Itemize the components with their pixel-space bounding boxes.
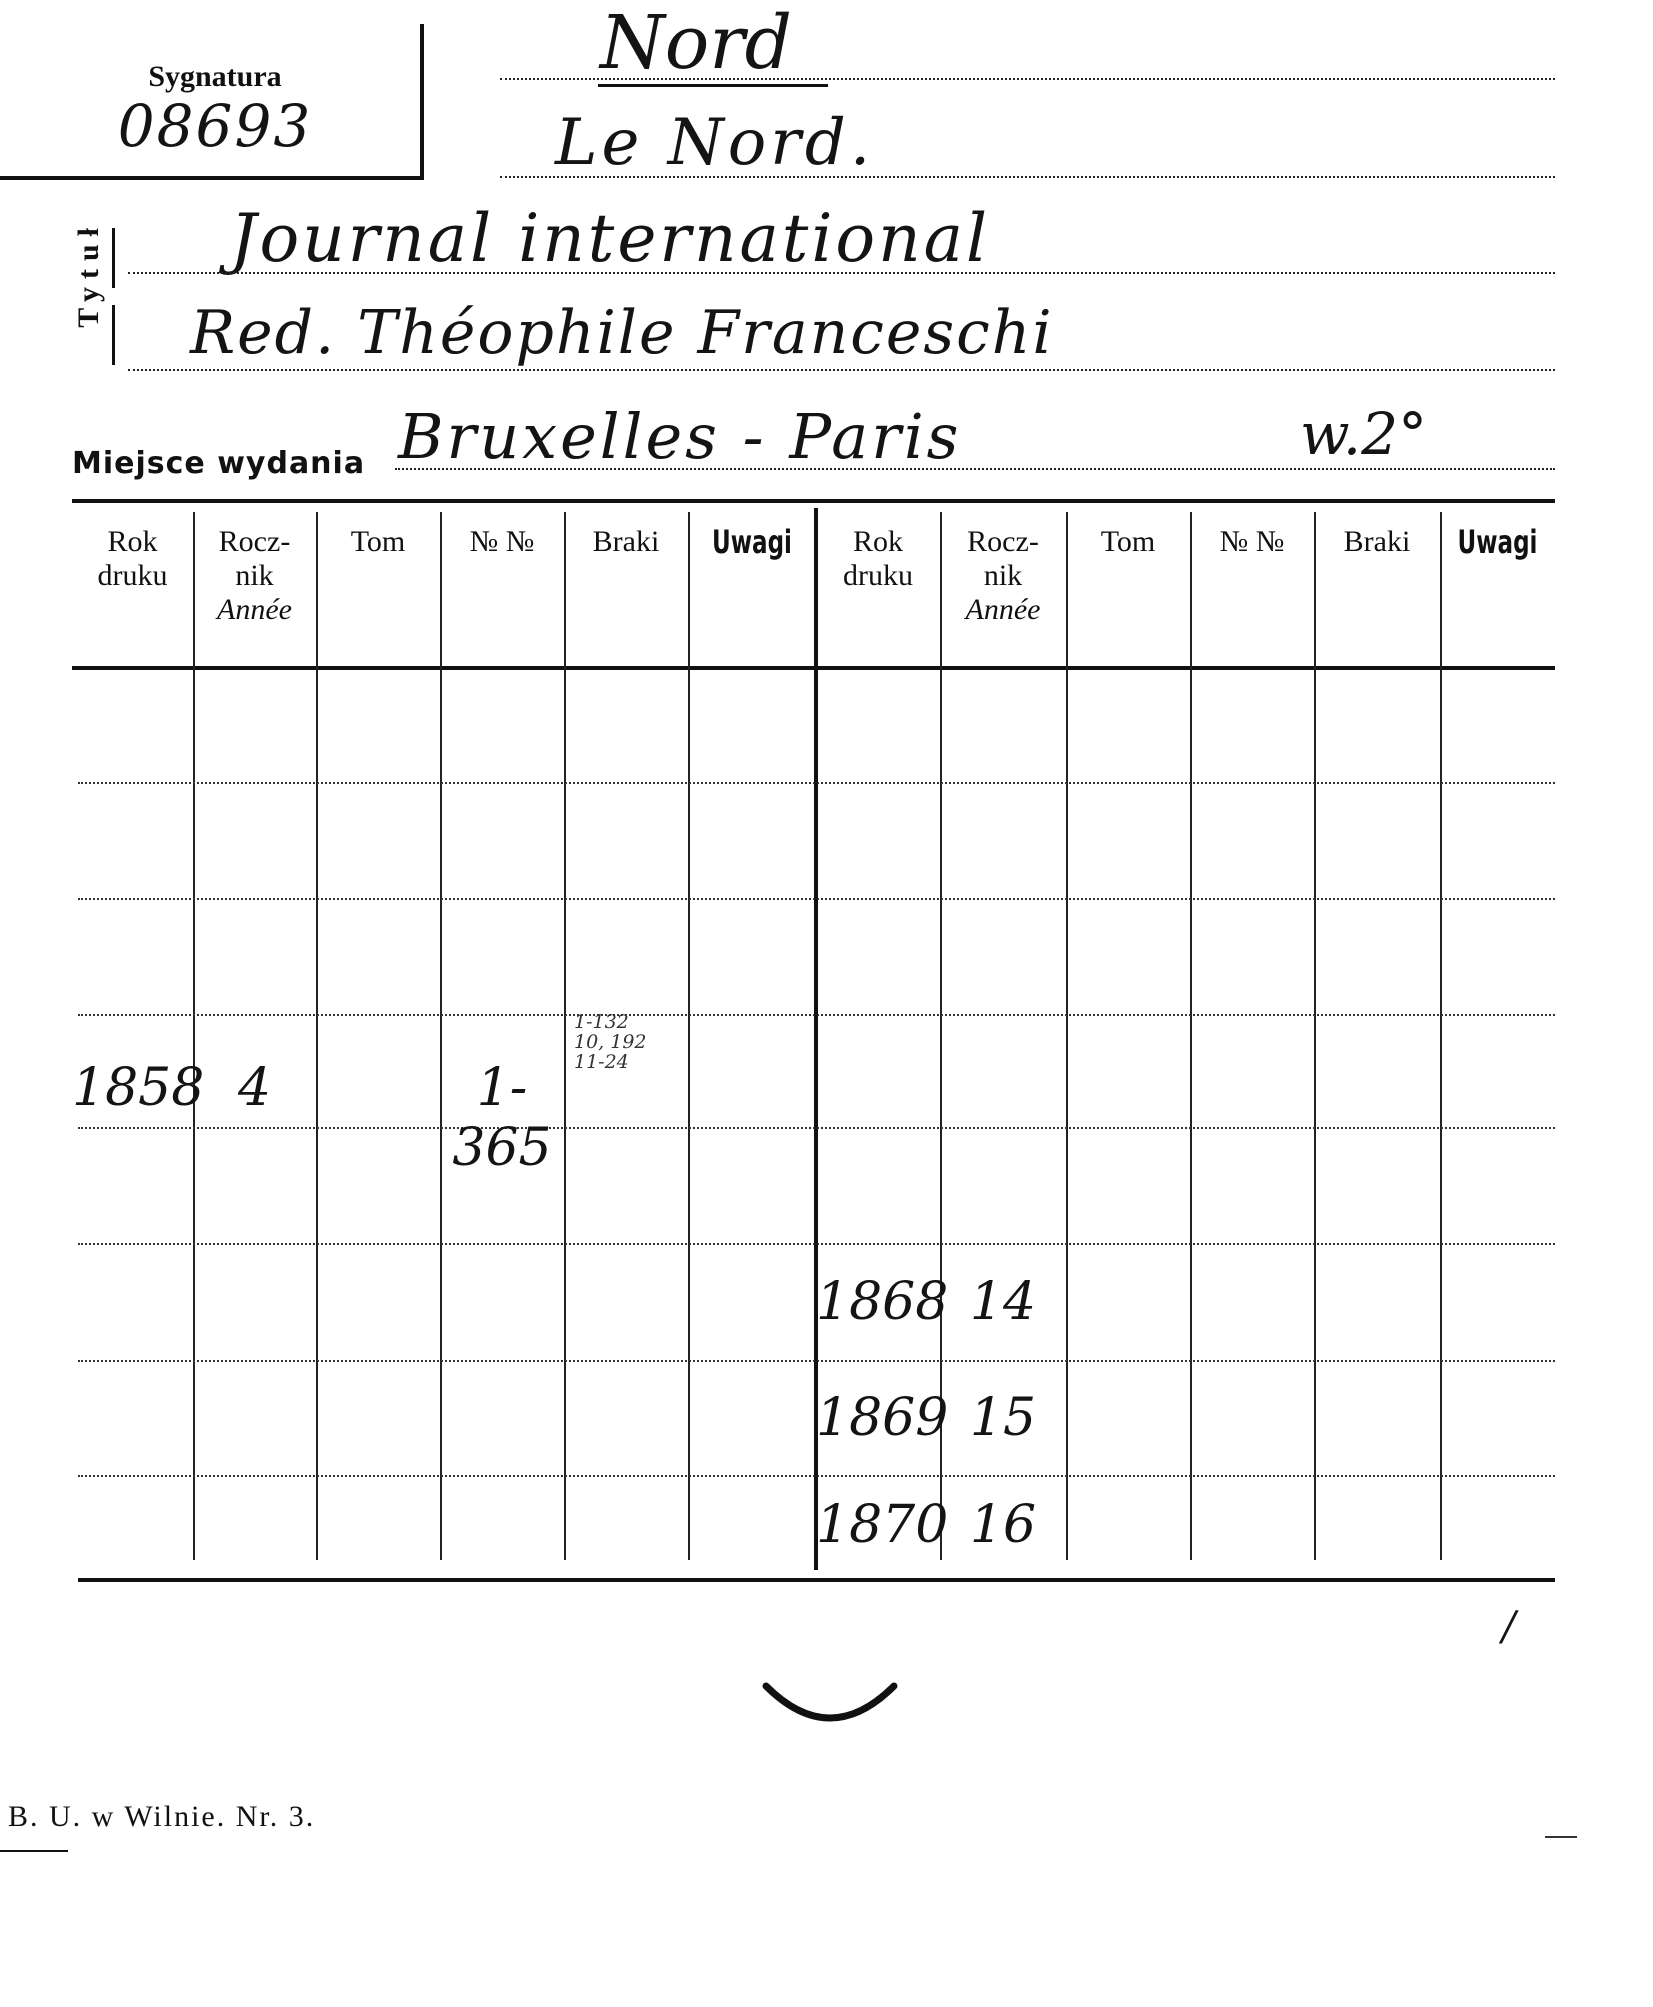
dotted-line — [128, 369, 1555, 371]
column-header — [1314, 525, 1440, 559]
table-row-line — [78, 1360, 1555, 1362]
column-header — [940, 525, 1066, 627]
column-header-line: № № — [469, 525, 535, 558]
column-header-line: nik — [983, 559, 1023, 592]
signature-label: Sygnatura — [148, 60, 282, 93]
table-row-line — [78, 1014, 1555, 1016]
table-column-divider — [440, 512, 442, 1560]
column-header — [72, 525, 193, 593]
column-header-line: Rocz- — [218, 525, 291, 558]
table-column-divider — [564, 512, 566, 1560]
table-column-divider — [193, 512, 195, 1560]
dotted-line — [395, 468, 1555, 470]
table-top-rule — [72, 499, 1555, 503]
column-header-line: Braki — [592, 525, 660, 558]
column-header — [193, 525, 316, 627]
column-header-line: druku — [843, 559, 913, 592]
cell-year: 1868 — [816, 1272, 949, 1332]
table-row-line — [78, 898, 1555, 900]
corner-mark: / — [1502, 1604, 1516, 1650]
column-header-line: № № — [1219, 525, 1285, 558]
imprint-rule — [0, 1850, 68, 1852]
cell-year: 1870 — [816, 1495, 949, 1555]
title-line-editor: Red. Théophile Franceschi — [190, 298, 1054, 368]
cell-year: 1869 — [816, 1388, 949, 1448]
column-header-line: druku — [97, 559, 168, 592]
cell-volume: 4 — [237, 1058, 272, 1118]
column-header-line: nik — [235, 559, 274, 592]
margin-dash — [1545, 1836, 1577, 1838]
title-main-underline — [598, 84, 828, 87]
column-header-line: Année — [217, 593, 292, 626]
table-row-line — [78, 1127, 1555, 1129]
column-header-line: Tom — [350, 525, 406, 558]
column-header-line: Année — [965, 593, 1041, 626]
dotted-line — [500, 78, 1555, 80]
stamp-arc — [760, 1680, 900, 1730]
column-header — [564, 525, 688, 559]
column-header — [316, 525, 440, 559]
table-bottom-rule — [78, 1578, 1555, 1582]
cell-volume: 15 — [969, 1388, 1037, 1448]
signature-value: 08693 — [117, 92, 313, 160]
column-header-line: Rocz- — [967, 525, 1039, 558]
column-header-line: Uwagi — [712, 523, 792, 561]
table-column-divider — [316, 512, 318, 1560]
table-column-divider — [1440, 512, 1442, 1560]
place-label: Miejsce wydania — [72, 446, 366, 481]
table-row-line — [78, 782, 1555, 784]
column-header — [816, 525, 940, 593]
table-column-divider — [1066, 512, 1068, 1560]
cell-braki — [574, 1012, 647, 1072]
dotted-line — [128, 272, 1555, 274]
format-value: w.2° — [1300, 400, 1428, 468]
title-main: Nord — [600, 0, 793, 86]
column-header — [706, 525, 798, 559]
title-bracket — [112, 228, 115, 288]
table-column-divider — [1190, 512, 1192, 1560]
column-header — [1456, 525, 1539, 559]
cell-year: 1858 — [72, 1058, 205, 1118]
column-header — [1190, 525, 1314, 559]
table-row-line — [78, 1243, 1555, 1245]
place-value: Bruxelles - Paris — [398, 400, 962, 473]
cell-volume: 16 — [969, 1495, 1037, 1555]
column-header-line: Rok — [107, 525, 158, 558]
dotted-line — [500, 176, 1555, 178]
braki-line: 10, 192 — [574, 1031, 647, 1053]
column-header-line: Braki — [1343, 525, 1411, 558]
column-header — [1066, 525, 1190, 559]
cell-volume: 14 — [969, 1272, 1037, 1332]
column-header-line: Uwagi — [1457, 523, 1538, 561]
imprint-text: B. U. w Wilnie. Nr. 3. — [8, 1800, 316, 1833]
table-row-line — [78, 1475, 1555, 1477]
title-line-journal: Journal international — [230, 200, 991, 277]
column-header-line: Rok — [852, 525, 903, 558]
column-header — [440, 525, 564, 559]
title-sub: Le Nord. — [555, 106, 875, 180]
braki-line: 11-24 — [574, 1051, 629, 1073]
table-column-divider — [688, 512, 690, 1560]
title-label: Tytuł — [72, 220, 105, 328]
column-header-line: Tom — [1100, 525, 1156, 558]
table-column-divider — [1314, 512, 1316, 1560]
braki-line: 1-132 — [574, 1011, 629, 1033]
title-bracket — [112, 305, 115, 365]
cell-numbers: 1-365 — [452, 1058, 552, 1178]
